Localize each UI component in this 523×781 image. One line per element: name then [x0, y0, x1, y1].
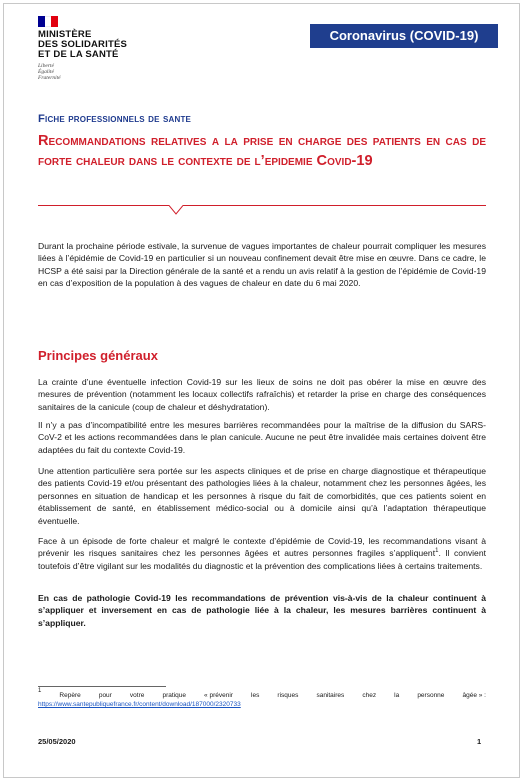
document-header: [38, 16, 498, 86]
motto-egalite: Égalité: [38, 69, 54, 75]
footnote-word: pour: [98, 692, 112, 699]
footer-date: 25/05/2020: [38, 737, 76, 746]
motto-liberte: Liberté: [38, 63, 54, 69]
footnote-text: [38, 688, 486, 700]
fiche-label: Fiche professionnels de sante: [38, 113, 192, 125]
paragraph-4-text-b: . Il convient toutefois d’être vigilant sur les modalités du diagnostic et la prévention des complications liées à certains traitements.: [38, 548, 487, 571]
footnote-word: chez: [362, 692, 377, 699]
footnote-marker: 1: [38, 688, 42, 694]
footnote-ref[interactable]: 1: [435, 548, 439, 555]
footnote-word: pratique: [162, 692, 186, 699]
footnote-word: âgée » :: [462, 692, 486, 699]
footnote-word: risques: [277, 692, 299, 699]
covid-badge: Coronavirus (COVID-19): [310, 24, 498, 48]
document-title: Recommandations relatives a la prise en charge des patients en cas de forte chaleur dans le contexte de l’epidemie Covid-19: [38, 133, 486, 169]
flag-blue: [38, 16, 45, 27]
bold-paragraph: En cas de pathologie Covid-19 les recommandations de prévention vis-à-vis de la chaleur continuent à s’appliquer et inversement en cas de pathologie liée à la chaleur, les mesures barrières continuent à s’appliquer.: [38, 593, 486, 628]
ministry-line-2: DES SOLIDARITÉS: [38, 39, 128, 50]
footnote-word: Repère: [59, 692, 81, 699]
footnote-word: votre: [129, 692, 145, 699]
footnote: [38, 688, 486, 709]
ministry-line-3: ET DE LA SANTÉ: [38, 49, 119, 60]
ministry-name: [38, 30, 127, 60]
intro-paragraph: Durant la prochaine période estivale, la survenue de vagues importantes de chaleur pourrait compliquer les mesures liées à l’épidémie de Covid-19 en particulier si un nouveau confinement devait être mise en œuvre. Dans ce cadre, le HCSP a été saisi par la Direction générale de la santé et a rendu un avis relatif à la gestion de l’épidémie de Covid-19 en cas d’exposition de la population à des vagues de chaleur en date du 6 mai 2020.: [38, 241, 486, 289]
footnote-word: « prévenir: [204, 692, 233, 699]
ministry-line-1: MINISTÈRE: [38, 29, 92, 40]
footnote-link[interactable]: https://www.santepubliquefrance.fr/content/download/187000/2320733: [38, 701, 241, 708]
footnote-word: personne: [417, 692, 445, 699]
page-number: 1: [477, 737, 482, 746]
motto-fraternite: Fraternité: [38, 75, 61, 81]
paragraph-4: [38, 535, 486, 572]
flag-red: [51, 16, 58, 27]
title-bubble-tail: [169, 205, 183, 219]
title-box: [38, 128, 486, 206]
section-title: Principes généraux: [38, 348, 158, 363]
flag-white: [45, 16, 52, 27]
footnote-separator: [38, 686, 166, 687]
footnote-word: sanitaires: [316, 692, 345, 699]
paragraph-4-text-a: Face à un épisode de forte chaleur et malgré le contexte d’épidémie de Covid-19, les recommandations visant à prévenir les risques sanitaires chez les personnes âgées et autres personnes fragiles s’appliquent: [38, 536, 486, 559]
paragraph-1: La crainte d’une éventuelle infection Covid-19 sur les lieux de soins ne doit pas obérer la mise en œuvre des mesures de prévention (notamment les locaux collectifs rafraîchis) et retarder la prise en charge des conséquences sanitaires de la canicule (coup de chaleur et déshydratation).: [38, 377, 486, 412]
paragraph-2: Il n’y a pas d’incompatibilité entre les mesures barrières recommandées pour la maîtrise de la diffusion du SARS-CoV-2 et les actions recommandées dans le plan canicule. Aucune ne peut être invalidée mais certaines doivent être adaptées du fait du contexte Covid-19.: [38, 420, 486, 455]
paragraph-3: Une attention particulière sera portée sur les aspects cliniques et de prise en charge diagnostique et thérapeutique des patients Covid-19 et/ou présentant des pathologies liées à la chaleur, notamment chez les personnes âgées, les personnes en situation de handicap et les personnes à risque du fait de comorbidités, que ces patients soient en établissement de santé, en établissement médico-social ou à domicile ainsi qu’à l’adaptation thérapeutique éventuelle.: [38, 466, 486, 526]
republic-flag-icon: [38, 16, 58, 27]
footnote-word: les: [251, 692, 260, 699]
footnote-word: la: [394, 692, 400, 699]
republic-motto: [38, 63, 61, 81]
